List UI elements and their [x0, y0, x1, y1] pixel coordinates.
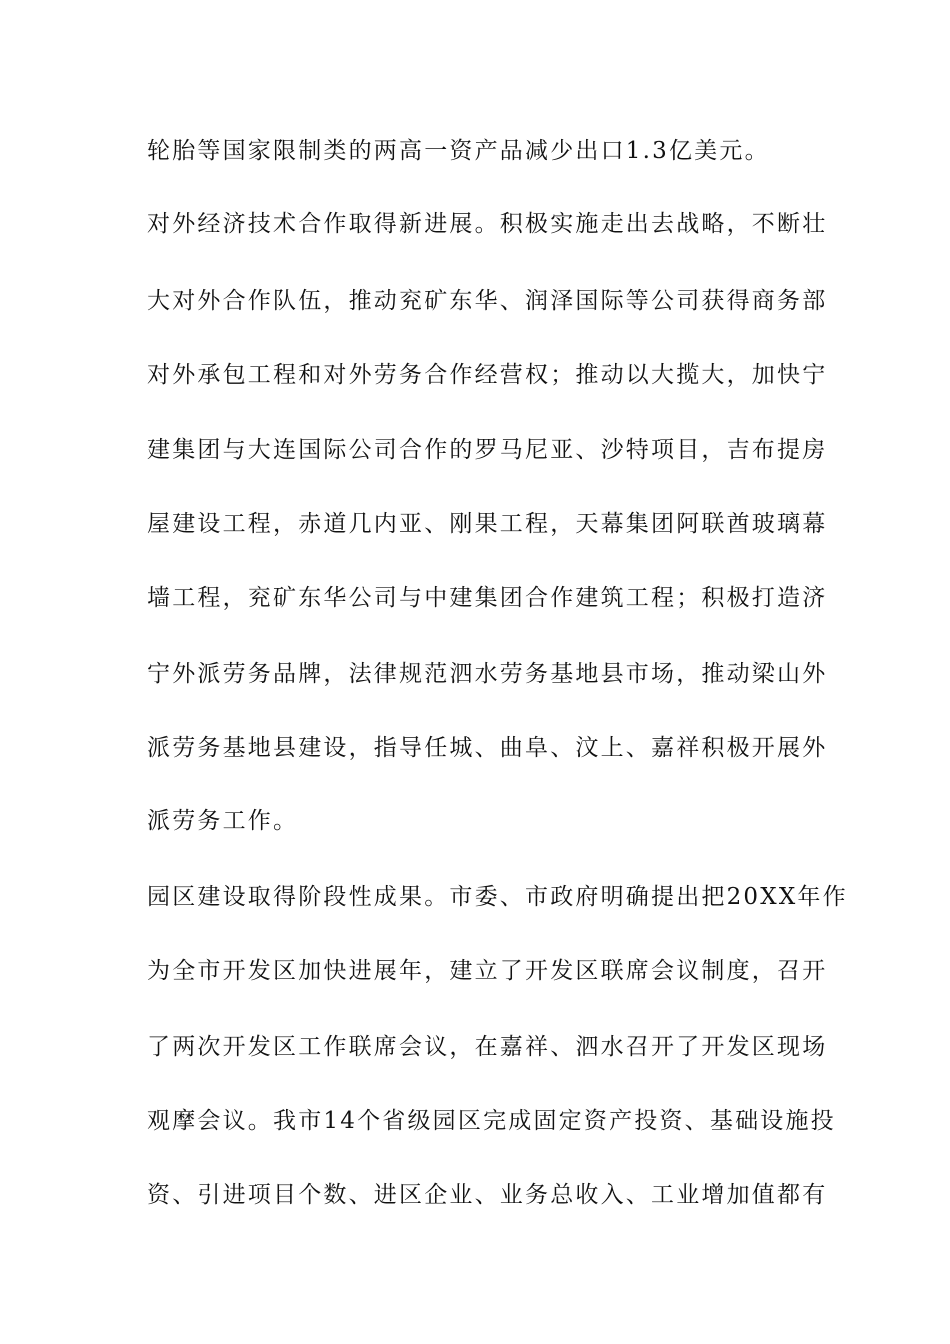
- text-line: 为全市开发区加快进展年，建立了开发区联席会议制度，召开: [147, 958, 828, 984]
- text-line: 资、引进项目个数、进区企业、业务总收入、工业增加值都有: [147, 1182, 828, 1208]
- text-line: 观摩会议。我市14个省级园区完成固定资产投资、基础设施投: [147, 1108, 836, 1134]
- text-line: 派劳务基地县建设，指导任城、曲阜、汶上、嘉祥积极开展外: [147, 735, 828, 761]
- text-line: 墙工程，兖矿东华公司与中建集团合作建筑工程；积极打造济: [147, 585, 828, 611]
- paragraph-heading-line: 园区建设取得阶段性成果。市委、市政府明确提出把20XX年作: [147, 884, 848, 910]
- text-line: 对外承包工程和对外劳务合作经营权；推动以大揽大，加快宁: [147, 362, 828, 388]
- paragraph-heading-line: 对外经济技术合作取得新进展。积极实施走出去战略，不断壮: [147, 211, 828, 237]
- text-line: 宁外派劳务品牌，法律规范泗水劳务基地县市场，推动梁山外: [147, 661, 828, 687]
- text-line: 派劳务工作。: [147, 808, 299, 834]
- text-line: 屋建设工程，赤道几内亚、刚果工程，天幕集团阿联酋玻璃幕: [147, 511, 828, 537]
- text-line: 大对外合作队伍，推动兖矿东华、润泽国际等公司获得商务部: [147, 288, 828, 314]
- text-line: 了两次开发区工作联席会议，在嘉祥、泗水召开了开发区现场: [147, 1034, 828, 1060]
- text-line: 轮胎等国家限制类的两高一资产品减少出口1.3亿美元。: [147, 138, 770, 164]
- text-line: 建集团与大连国际公司合作的罗马尼亚、沙特项目，吉布提房: [147, 437, 828, 463]
